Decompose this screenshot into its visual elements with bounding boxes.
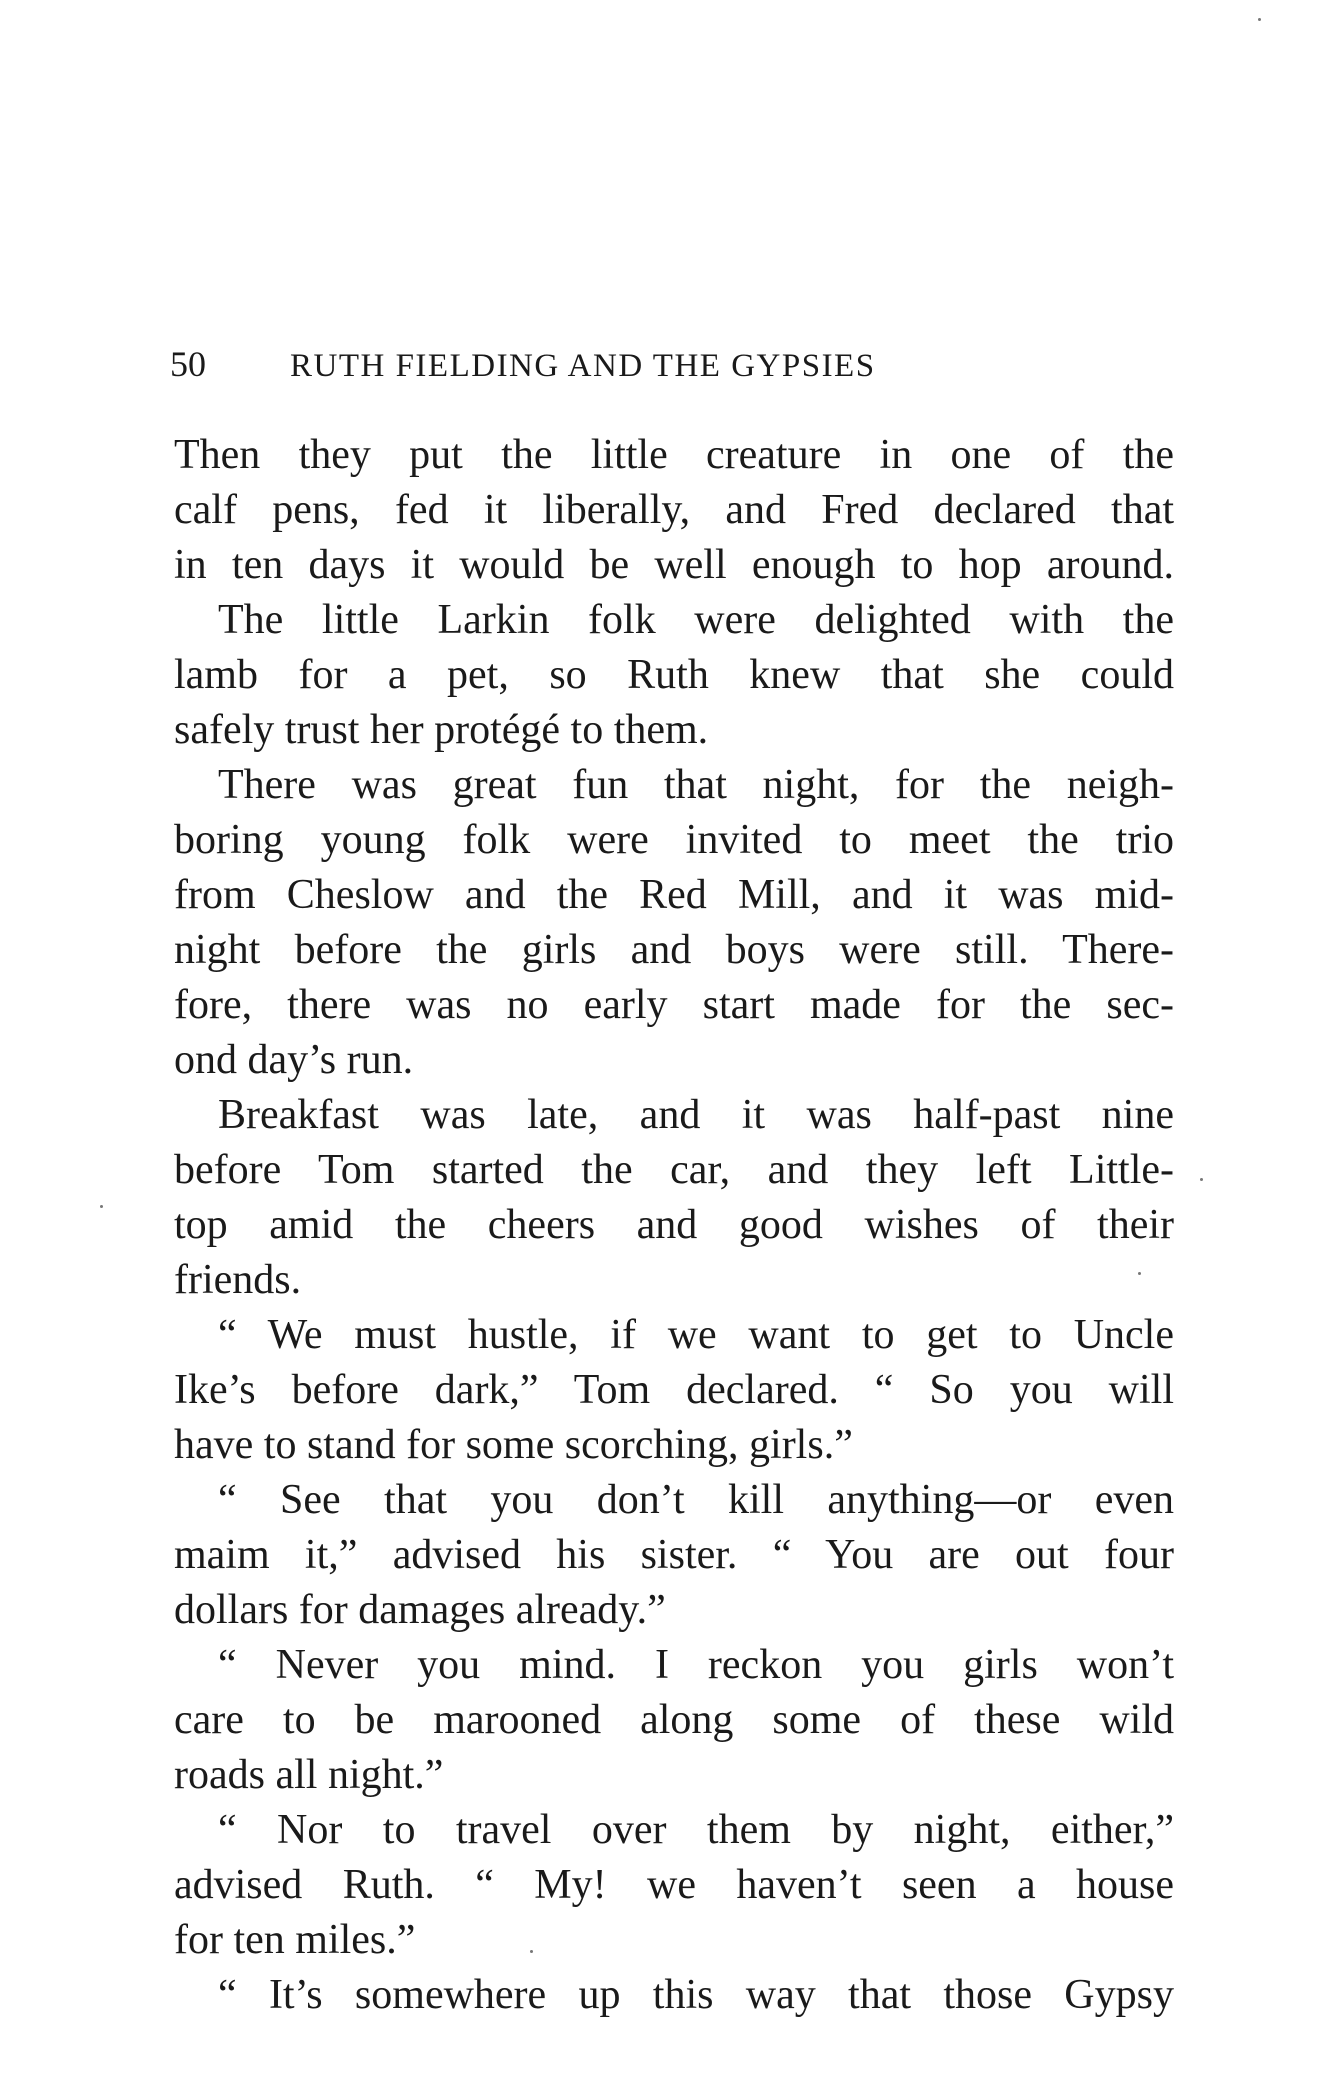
text-line: Then they put the little creature in one of the [174,432,1174,478]
scan-speck [1258,18,1261,21]
text-line: “ We must hustle, if we want to get to Uncle [218,1312,1174,1358]
text-line: in ten days it would be well enough to hop around. [174,542,1174,588]
page-number: 50 [170,344,206,384]
text-line: Ike’s before dark,” Tom declared. “ So you will [174,1367,1174,1413]
text-line: fore, there was no early start made for the sec- [174,982,1174,1028]
text-line: calf pens, fed it liberally, and Fred declared that [174,487,1174,533]
text-line: care to be marooned along some of these wild [174,1697,1174,1743]
text-line: from Cheslow and the Red Mill, and it was mid- [174,872,1174,918]
text-line: maim it,” advised his sister. “ You are out four [174,1532,1174,1578]
running-head-title: RUTH FIELDING AND THE GYPSIES [290,348,876,384]
text-line: have to stand for some scorching, girls.” [174,1422,853,1468]
text-line: top amid the cheers and good wishes of their [174,1202,1174,1248]
text-line: “ See that you don’t kill anything—or even [218,1477,1174,1523]
text-line: ond day’s run. [174,1037,414,1083]
text-line: night before the girls and boys were still. There- [174,927,1174,973]
text-line: before Tom started the car, and they left Little- [174,1147,1174,1193]
running-head [170,340,1170,388]
text-line: for ten miles.” [174,1917,416,1963]
text-line: safely trust her protégé to them. [174,707,709,753]
text-line: friends. [174,1257,302,1303]
text-line: roads all night.” [174,1752,444,1798]
scan-speck [530,1950,533,1953]
text-line: “ Nor to travel over them by night, either,” [218,1807,1174,1853]
text-line: dollars for damages already.” [174,1587,666,1633]
text-line: advised Ruth. “ My! we haven’t seen a house [174,1862,1174,1908]
scan-speck [100,1205,103,1208]
scan-speck [1138,1272,1141,1275]
text-line: lamb for a pet, so Ruth knew that she could [174,652,1174,698]
text-line: The little Larkin folk were delighted with the [218,597,1174,643]
text-line: “ It’s somewhere up this way that those Gypsy [218,1972,1174,2018]
text-line: “ Never you mind. I reckon you girls won’t [218,1642,1174,1688]
text-line: Breakfast was late, and it was half-past nine [218,1092,1174,1138]
scan-speck [1200,1178,1203,1181]
body-text [174,428,1174,2023]
text-line: There was great fun that night, for the neigh- [218,762,1174,808]
text-line: boring young folk were invited to meet the trio [174,817,1174,863]
